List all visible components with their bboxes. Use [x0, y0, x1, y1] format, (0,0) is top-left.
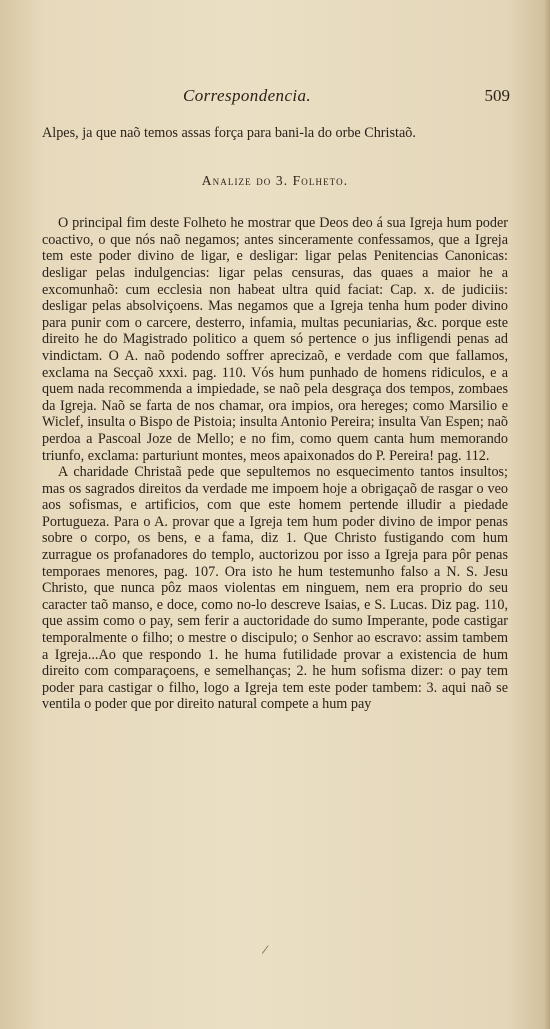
printer-mark: / — [260, 942, 270, 959]
body-paragraph: A charidade Christaã pede que sepultemos no esquecimento tantos insultos; mas os sagrados direitos da verdade me impoem hoje a obrigaçaõ de rasgar o veo aos sofismas, e artificios, com que este homem pertende illudir a piedade Portugueza. Para o A. provar que a Igreja tem hum poder divino de impor penas sobre o corpo, os bens, e a fama, diz 1. Que Christo fustigando com hum zurrague os profanadores do templo, auctorizou por isso a Igreja para pôr penas temporaes menores, pag. 107. Ora isto he hum testemunho falso a N. S. Jesu Christo, que nunca pôz maos violentas em ninguem, nem era proprio do seu caracter taõ manso, e doce, como no-lo descreve Isaias, e S. Lucas. Diz pag. 110, que assim como o pay, sem ferir a auctoridade do sumo Imperante, pode castigar temporalmente o filho; o mestre o discipulo; o Senhor ao escravo: assim tambem a Igreja...Ao que respondo 1. he huma futilidade provar a existencia de hum direito com comparaçoens, e semelhanças; 2. he hum sofisma dizer: o pay tem poder para castigar o filho, logo a Igreja tem este poder tambem: 3. aqui naõ se ventila o poder que por direito natural compete a hum pay — [42, 464, 508, 713]
body-paragraph: O principal fim deste Folheto he mostrar que Deos deo á sua Igreja hum poder coactivo, o que nós naõ negamos; antes sinceramente confessamos, que a Igreja tem este poder divino de ligar, e desligar: ligar pelas Penitencias Canonicas: desligar pelas indulgencias: ligar pelas censuras, das quaes a maior he a excomunhaõ: cum ecclesia non habeat ultra quid faciat: Cap. x. de judiciis: desligar pelas absolviçoens. Mas negamos que a Igreja tenha hum poder divino para punir com o carcere, desterro, infamia, multas pecuniarias, &c. porque este direito he do Magistrado politico a quem só pertence o jus infligendi penas ad vindictam. O A. naõ podendo soffrer aprecizaõ, e verdade com que fallamos, exclama na Secçaõ xxxi. pag. 110. Vós hum punhado de homens ridiculos, e a quem nada recommenda a impiedade, se naõ pela desgraça dos tempos, zombaes da Igreja. Naõ se farta de nos chamar, ora impios, ora hereges; como Marsilio e Wiclef, insulta o Bispo de Pistoia; insulta Antonio Pereira; insulta Van Espen; naõ perdoa a Pascoal Joze de Mello; e no fim, como quem canta hum memorando triunfo, exclama: parturiunt montes, meos apaixonados do P. Pereira! pag. 112. — [42, 215, 508, 464]
running-title: Correspondencia. — [183, 86, 312, 105]
page-number: 509 — [484, 86, 510, 105]
continuation-paragraph: Alpes, ja que naõ temos assas força para bani-la do orbe Christaõ. — [42, 125, 416, 141]
section-heading: Analize do 3. Folheto. — [201, 172, 349, 188]
page-body — [42, 125, 508, 727]
page-edge-shadow — [544, 0, 550, 1029]
page-header — [0, 86, 550, 110]
